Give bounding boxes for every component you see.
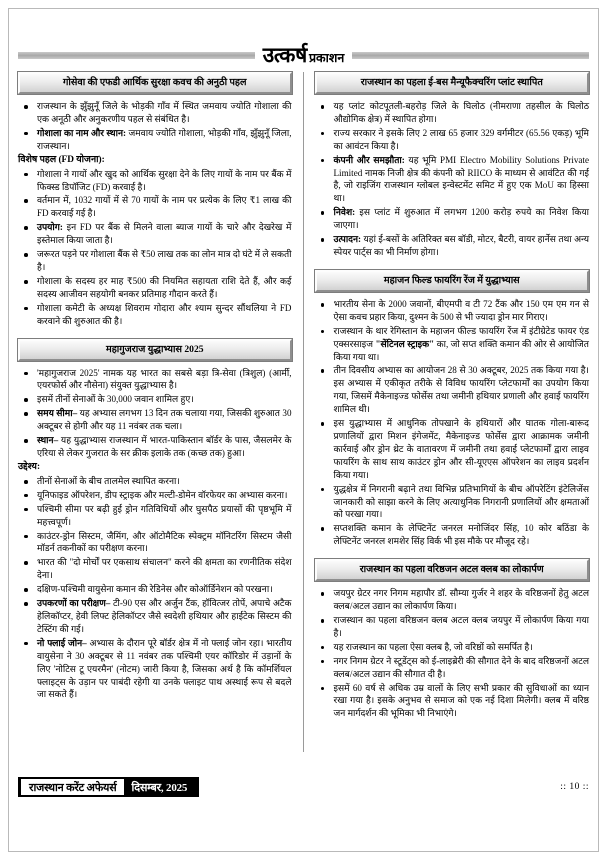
list-item: नगर निगम ग्रेटर ने स्टूडेंट्स को ई-लाइब्रेरी की सौगात देने के बाद वरिष्ठजनों अटल क्लब/अटल उद्यान की सौगात दी है। (315, 655, 590, 681)
bullet-list (18, 475, 292, 701)
publisher-logo (263, 41, 345, 69)
left-column (18, 72, 304, 752)
article-section (18, 72, 292, 328)
list-item: गोशाला ने गायों और खुद को आर्थिक सुरक्षा देने के लिए गायों के नाम पर बैंक में फिक्स्ड डिपॉजिट (FD) करवाई है। (18, 168, 292, 194)
list-item: राजस्थान के झुँझुनूँ जिले के भोड़की गाँव में स्थित जमवाय ज्योति गोशाला की एक अनूठी और अनुकरणीय पहल से संबंधित है। (18, 100, 292, 126)
bullet-list (18, 367, 292, 460)
list-item: वर्तमान में, 1032 गायों में से 70 गायों के नाम पर प्रत्येक के लिए ₹1 लाख की FD करवाई गई है। (18, 194, 292, 220)
bullet-list (315, 587, 590, 720)
footer-banner (18, 777, 199, 797)
article-section (18, 339, 292, 702)
list-item: यूनिफाइड ऑपरेशन, डीप स्ट्राइक और मल्टी-डोमेन वॉरफेयर का अभ्यास करना। (18, 489, 292, 502)
section-heading: राजस्थान का पहला वरिष्ठजन अटल क्लब का लोकार्पण (315, 559, 590, 581)
list-item: निवेश: इस प्लांट में शुरुआत में लगभग 1200 करोड़ रुपये का निवेश किया जाएगा। (315, 206, 590, 232)
list-item: इसमें 60 वर्ष से अधिक उम्र वालों के लिए सभी प्रकार की सुविधाओं का ध्यान रखा गया है। इसके अनुभव से समाज को एक नई दिशा मिलेगी। क्लब में वरिष्ठ जन मार्गदर्शन की भूमिका भी निभाएंगे। (315, 682, 590, 721)
section-heading: महागुजराज युद्धाभ्यास 2025 (18, 339, 292, 361)
bullet-list (315, 298, 590, 548)
list-item: तीन दिवसीय अभ्यास का आयोजन 28 से 30 अक्टूबर, 2025 तक किया गया है। इस अभ्यास में एकीकृत तरीके से विविध फायरिंग प्लेटफार्मों का उपयोग किया गया, जिसमें मैकेनाइज्ड फोर्सेस तथा जमीनी हथियार प्रणाली और हवाई फायरिंग शामिल थी। (315, 364, 590, 416)
list-item: उत्पादन: यहां ई-बसों के अतिरिक्त बस बॉडी, मोटर, बैटरी, वायर हार्नेस तथा अन्य स्पेयर पार्ट्स का भी निर्माण होगा। (315, 233, 590, 259)
list-item: स्थान– यह युद्धाभ्यास राजस्थान में भारत-पाकिस्तान बॉर्डर के पास, जैसलमेर के एरिया से लेकर गुजरात के सर क्रीक इलाके तक (कच्छ तक) हुआ। (18, 434, 292, 460)
section-heading: गोसेवा की एफडी आर्थिक सुरक्षा कवच की अनुठी पहल (18, 72, 292, 94)
bullet-list (315, 100, 590, 259)
masthead-rule-left (18, 52, 255, 59)
list-item: नो फ्लाई जोन– अभ्यास के दौरान पूरे बॉर्डर क्षेत्र में नो फ्लाई जोन रहा। भारतीय वायुसेना ने 30 अक्टूबर से 11 नवंबर तक पश्चिमी एयर कॉरिडोर में उड़ानों के लिए 'नोटिस टू एयरमैन' (नोटम) जारी किया है, जिसका अर्थ है कि कॉमर्शियल फ्लाइट्स के उड़ान पर पाबंदी रहेगी या उनके फ्लाइट पाथ अस्थाई रूप से बदले जा सकते हैं। (18, 637, 292, 702)
list-item: युद्धक्षेत्र में निगरानी बढ़ाने तथा विभिन्न प्रतिभागियों के बीच ऑपरेटिंग इंटेलिजेंस जानकारी को साझा करने के लिए अत्याधुनिक निगरानी प्रणालियों और क्षमताओं को परखा गया। (315, 483, 590, 522)
list-item: उपकरणों का परीक्षण– टी-90 एस और अर्जुन टैंक, हॉवित्जर तोपें, अपाचे अटैक हेलिकॉप्टर, हेवी लिफ्ट हेलिकॉप्टर जैसे स्वदेशी हथियार और हाईटेक सिस्टम की टेस्टिंग की गई। (18, 597, 292, 636)
list-item: इसमें तीनों सेनाओं के 30,000 जवान शामिल हुए। (18, 393, 292, 406)
list-item: भारत की "दो मोर्चों पर एकसाथ संचालन" करने की क्षमता का रणनीतिक संदेश देना। (18, 556, 292, 582)
list-item: उपयोग: इन FD पर बैंक से मिलने वाला ब्याज गायों के चारे और देखरेख में इस्तेमाल किया जाता है। (18, 221, 292, 247)
list-item: जयपुर ग्रेटर नगर निगम महापौर डॉ. सौम्या गुर्जर ने शहर के वरिष्ठजनों हेतु अटल क्लब/अटल उद्यान का लोकार्पण किया। (315, 587, 590, 613)
masthead-rule-right (352, 52, 589, 59)
masthead (18, 42, 589, 68)
content-columns (18, 72, 589, 752)
article-section (315, 559, 590, 720)
list-item: इस युद्धाभ्यास में आधुनिक तोपखाने के हथियारों और घातक गोला-बारूद प्रणालियों द्वारा मिशन इंगेजमेंट, मैकेनाइज्ड फोर्सेस द्वारा आक्रामक जमीनी कार्रवाई और ड्रोन थ्रेट के वातावरण में जमीनी तथा हवाई प्लेटफार्मों द्वारा लाइव फायरिंग के साथ साथ काउंटर ड्रोन और सी-यूएएस ऑपरेशन का लाइव प्रदर्शन किया गया। (315, 417, 590, 482)
list-item: 'महागुजराज 2025' नामक यह भारत का सबसे बड़ा त्रि-सेवा (त्रिशुल) (आर्मी, एयरफोर्स और नौसेना) संयुक्त युद्धाभ्यास है। (18, 367, 292, 393)
list-item: दक्षिण-पश्चिमी वायुसेना कमान की रेडिनेस और कोऑर्डिनेशन को परखना। (18, 583, 292, 596)
list-item: जरूरत पड़ने पर गोशाला बैंक से ₹50 लाख तक का लोन मात्र दो घंटे में ले सकती है। (18, 248, 292, 274)
list-item: गोशाला कमेटी के अध्यक्ष शिवराम गोदारा और श्याम सुन्दर सौंथलिया ने FD करवाने की शुरुआत की है। (18, 302, 292, 328)
list-item: तीनों सेनाओं के बीच तालमेल स्थापित करना। (18, 475, 292, 488)
list-item: गोशाला के सदस्य हर माह ₹500 की नियमित सहायता राशि देते हैं, और कई सदस्य आजीवन सहयोगी बनकर प्रतिमाह गौदान करते हैं। (18, 275, 292, 301)
list-item: काउंटर-ड्रोन सिस्टम, जैमिंग, और ऑटोमैटिक स्पेक्ट्रम मॉनिटरिंग सिस्टम जैसी मॉडर्न तकनीकों का परीक्षण करना। (18, 530, 292, 556)
article-section (315, 72, 590, 259)
list-item: यह राजस्थान का पहला ऐसा क्लब है, जो वरिष्ठों को समर्पित है। (315, 641, 590, 654)
list-item: राज्य सरकार ने इसके लिए 2 लाख 65 हजार 329 वर्गमीटर (65.56 एकड़) भूमि का आवंटन किया है। (315, 127, 590, 153)
section-heading: महाजन फिल्ड फायरिंग रेंज में युद्धाभ्यास (315, 270, 590, 292)
publisher-subtitle: प्रकाशन (308, 51, 345, 65)
list-item: राजस्थान का पहला वरिष्ठजन क्लब अटल क्लब जयपुर में लोकार्पण किया गया है। (315, 614, 590, 640)
list-item: समय सीमा– यह अभ्यास लगभग 13 दिन तक चलाया गया, जिसकी शुरुआत 30 अक्टूबर से होगी और यह 11 नवंबर तक चला। (18, 407, 292, 433)
right-column (304, 72, 590, 752)
list-item: गोशाला का नाम और स्थान: जमवाय ज्योति गोशाला, भोड़की गाँव, झुँझुनूँ जिला, राजस्थान। (18, 127, 292, 153)
list-item: राजस्थान के थार रेगिस्तान के महाजन फील्ड फायरिंग रेंज में इंटीग्रेटेड फायर एंड एक्सरसाइज "सेंटिनल स्ट्राइक" का, जो सप्त शक्ति कमान की ओर से आयोजित किया गया था। (315, 325, 590, 364)
publisher-name: उत्कर्ष (262, 43, 307, 67)
list-item: पश्चिमी सीमा पर बढ़ी हुई ड्रोन गतिविधियों और घुसपैठ प्रयासों की पृष्ठभूमि में महत्त्वपूर्ण। (18, 503, 292, 529)
bullet-list (18, 100, 292, 153)
footer-month: दिसम्बर, 2025 (131, 781, 188, 794)
sub-heading: उद्देश्य: (18, 461, 41, 472)
sub-heading: विशेष पहल (FD योजना): (18, 154, 105, 165)
list-item: यह प्लांट कोटपूतली-बहरोड़ जिले के घिलोठ (नीमराणा तहसील के घिलोठ औद्योगिक क्षेत्र) में स्थापित होगा। (315, 100, 590, 126)
page-number: :: 10 :: (560, 782, 589, 792)
section-heading: राजस्थान का पहला ई-बस मैन्यूफैक्चरिंग प्लांट स्थापित (315, 72, 590, 94)
bullet-list (18, 168, 292, 328)
list-item: कंपनी और समझौता: यह भूमि PMI Electro Mobility Solutions Private Limited नामक निजी क्षेत्र की कंपनी को RIICO के माध्यम से आवंटित की गई है, जो राइजिंग राजस्थान ग्लोबल इन्वेस्टमेंट समिट में हुए एक MoU का हिस्सा था। (315, 154, 590, 206)
page-footer (18, 776, 589, 798)
list-item: भारतीय सेना के 2000 जवानों, बीएमपी व टी 72 टैंक और 150 एम एम गन से ऐसा कवच प्रहार किया, दुश्मन के 500 से भी ज्यादा ड्रोन मार गिराए। (315, 298, 590, 324)
list-item: सप्तशक्ति कमान के लेफ्टिनेंट जनरल मनोजिंदर सिंह, 10 कोर बठिंडा के लेफ्टिनेंट जनरल शमशेर सिंह विर्क भी इस मौके पर मौजूद रहे। (315, 522, 590, 548)
article-section (315, 270, 590, 548)
footer-title: राजस्थान करेंट अफेयर्स (21, 779, 124, 795)
